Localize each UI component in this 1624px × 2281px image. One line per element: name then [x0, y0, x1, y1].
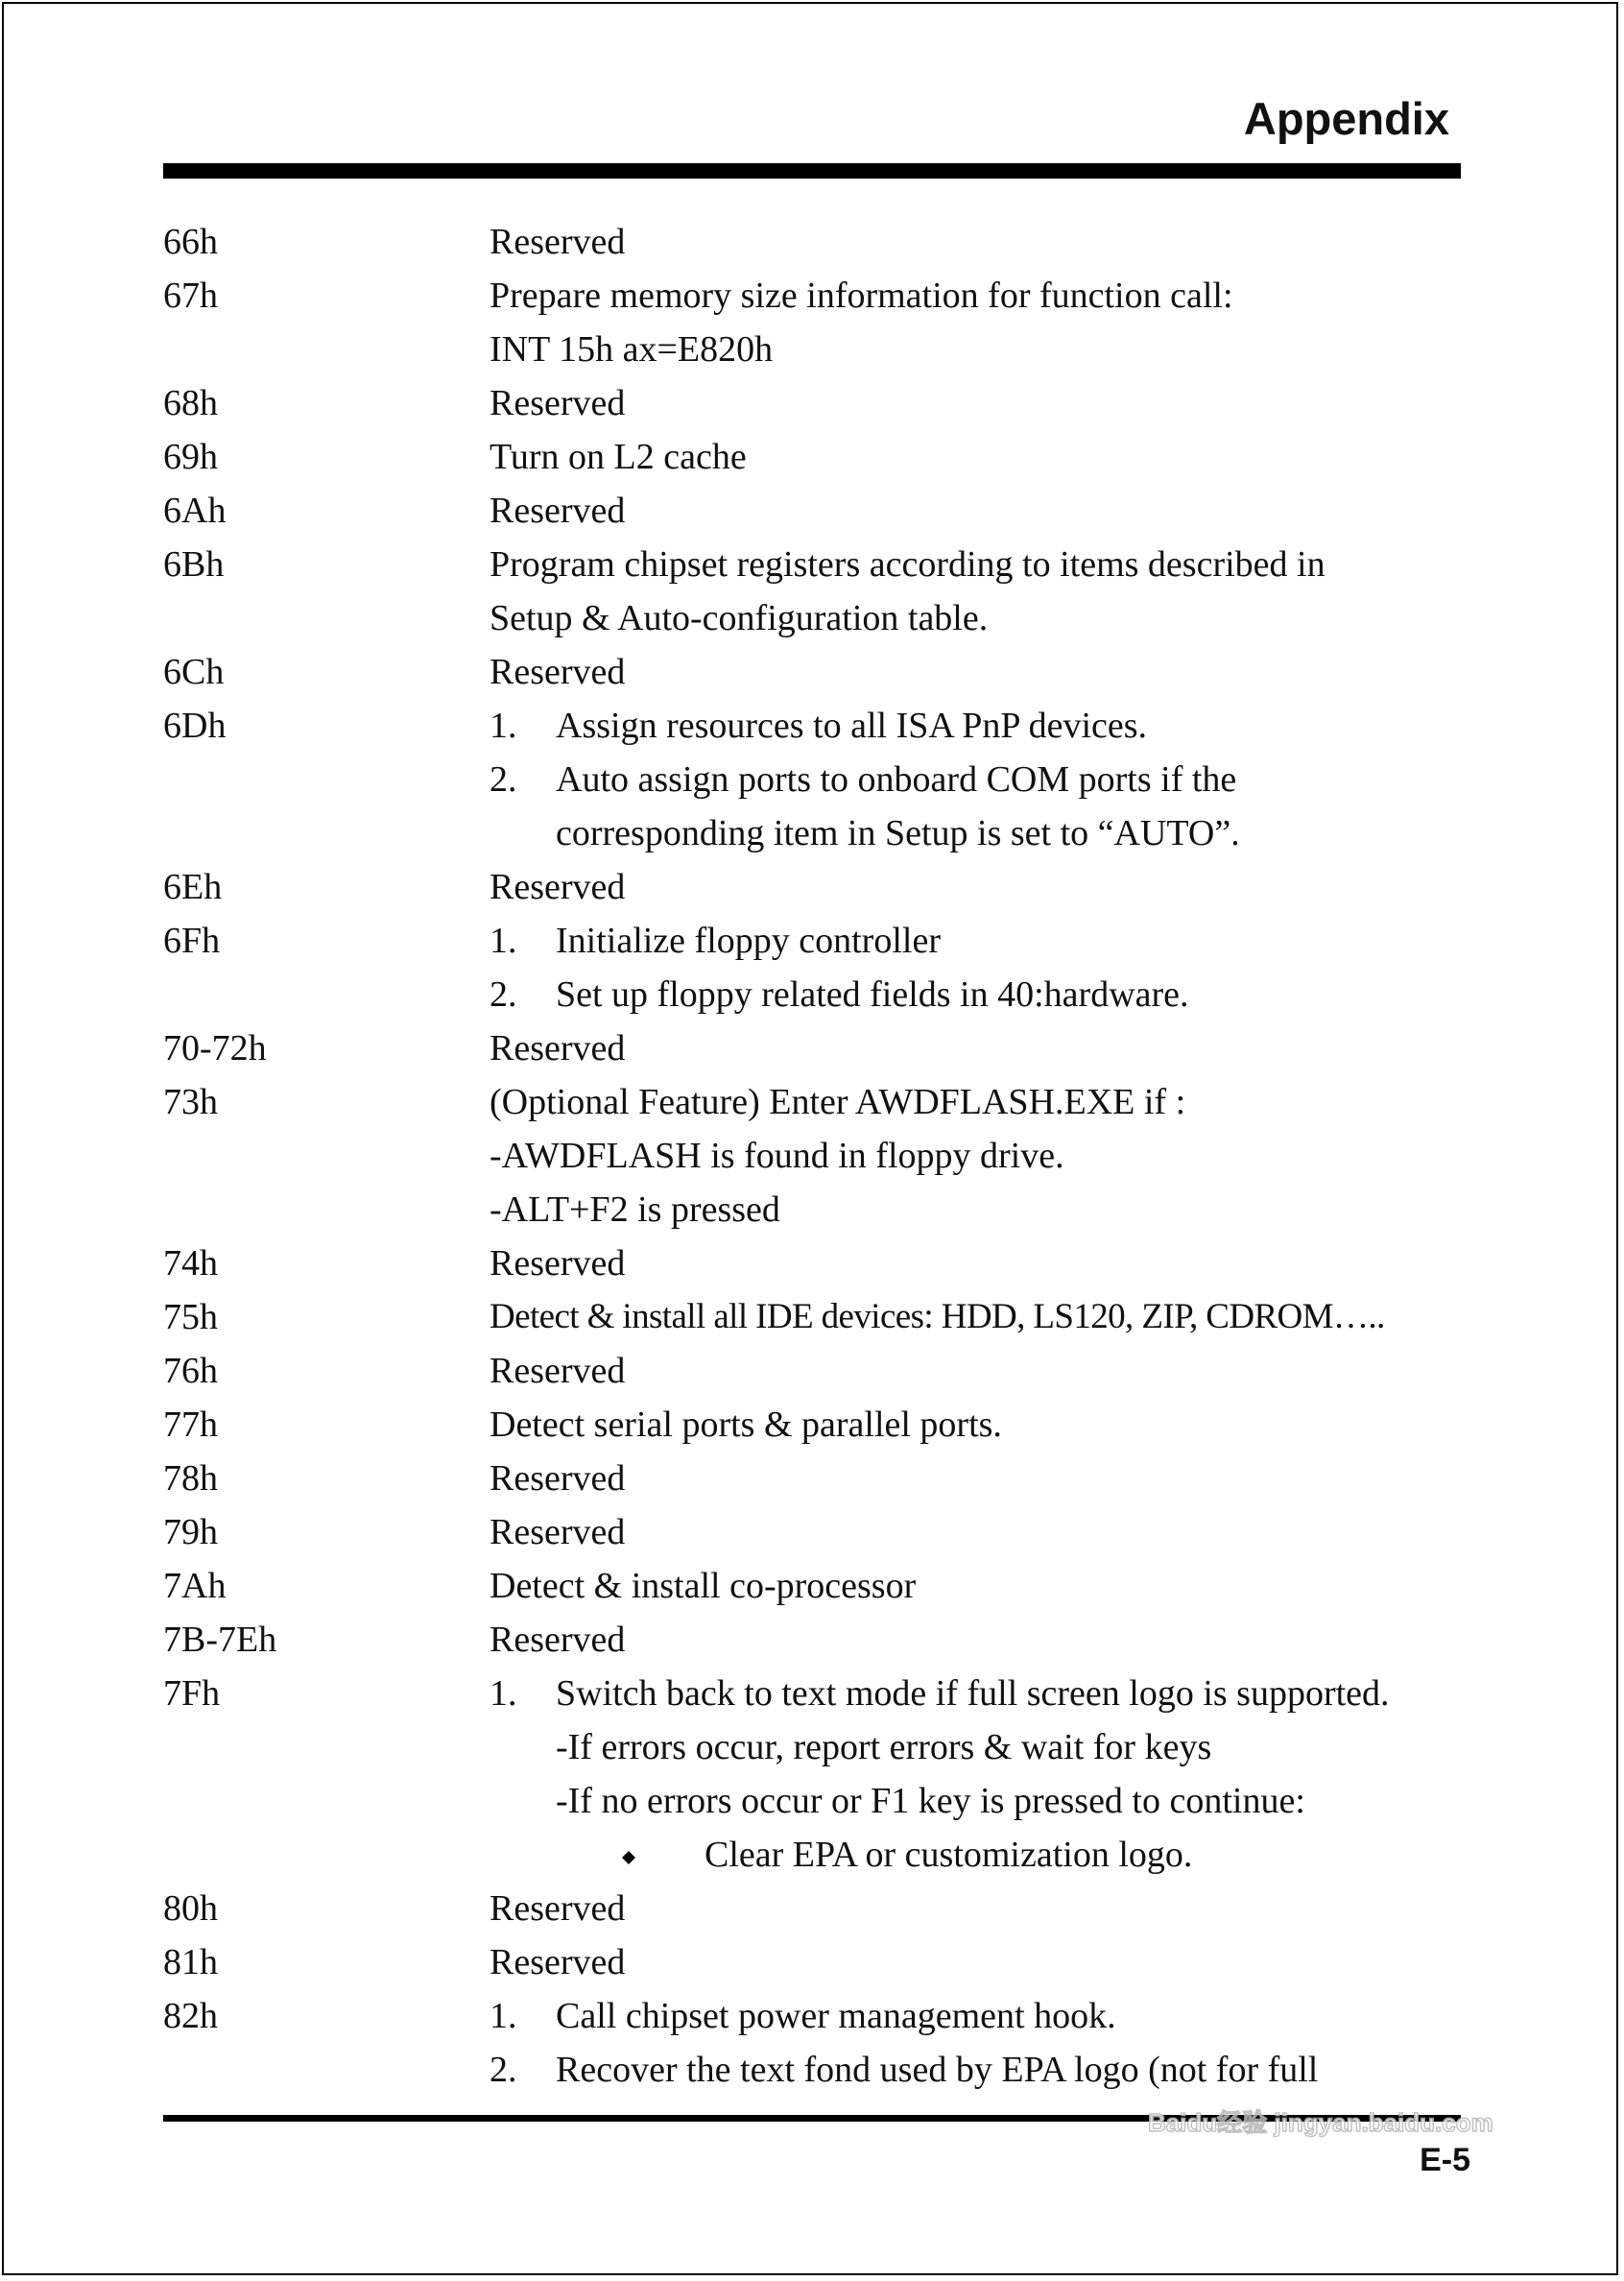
- post-description: [490, 914, 1469, 1021]
- line-text: (Optional Feature) Enter AWDFLASH.EXE if :: [490, 1082, 1186, 1122]
- description-line: [490, 860, 1469, 914]
- line-text: Reserved: [490, 867, 626, 907]
- description-line: [490, 806, 1469, 860]
- page-header-title: Appendix: [1243, 93, 1449, 144]
- table-row: [163, 376, 1469, 430]
- description-line: [490, 1559, 1469, 1613]
- post-code: 70-72h: [163, 1028, 267, 1068]
- description-line: [490, 1021, 1469, 1075]
- post-description: [490, 860, 1469, 914]
- description-line: [490, 484, 1469, 538]
- description-line: [490, 1237, 1469, 1290]
- line-text: Reserved: [490, 1028, 626, 1068]
- post-code: 81h: [163, 1942, 218, 1982]
- table-row: [163, 430, 1469, 484]
- post-description: [490, 1290, 1469, 1344]
- table-row: [163, 538, 1469, 645]
- post-description: [490, 1613, 1469, 1667]
- line-text: Setup & Auto-configuration table.: [490, 598, 989, 638]
- description-line: [490, 591, 1469, 645]
- table-row: [163, 860, 1469, 914]
- line-text: Reserved: [490, 383, 626, 423]
- line-text: Detect & install all IDE devices: HDD, LS120, ZIP, CDROM…..: [490, 1297, 1385, 1336]
- description-line: [490, 1774, 1469, 1828]
- post-description: [490, 1398, 1469, 1452]
- watermark-text: Baidu经验 jingyan.baidu.com: [1148, 2108, 1493, 2137]
- diamond-bullet-icon: [556, 1828, 705, 1882]
- list-number: 2.: [490, 2050, 517, 2090]
- description-line: [490, 269, 1469, 323]
- description-line: [490, 538, 1469, 591]
- line-text: Detect serial ports & parallel ports.: [490, 1405, 1002, 1445]
- description-line: [490, 1452, 1469, 1505]
- post-code: 82h: [163, 1996, 218, 2036]
- post-description: [490, 699, 1469, 860]
- description-line: [490, 376, 1469, 430]
- line-text: Prepare memory size information for function call:: [490, 276, 1233, 316]
- post-description: [490, 484, 1469, 538]
- line-text: Reserved: [490, 1458, 626, 1499]
- line-text: Call chipset power management hook.: [556, 1996, 1116, 2036]
- description-line: [490, 1290, 1469, 1344]
- table-row: [163, 1452, 1469, 1505]
- line-text: Reserved: [490, 1942, 626, 1982]
- description-line: [490, 968, 1469, 1021]
- list-number: 1.: [490, 1673, 517, 1714]
- post-code: 6Dh: [163, 706, 227, 746]
- post-code: 75h: [163, 1297, 218, 1337]
- post-code: 74h: [163, 1243, 218, 1284]
- post-code: 7Ah: [163, 1566, 227, 1606]
- post-description: [490, 1935, 1469, 1989]
- description-line: [490, 645, 1469, 699]
- description-line: [490, 1828, 1469, 1882]
- line-text: -ALT+F2 is pressed: [490, 1189, 780, 1230]
- description-line: [490, 1667, 1469, 1720]
- post-code: 69h: [163, 437, 218, 477]
- line-text: Reserved: [490, 222, 626, 262]
- line-text: corresponding item in Setup is set to “AUTO”.: [556, 813, 1240, 853]
- line-text: Program chipset registers according to items described in: [490, 544, 1325, 585]
- description-line: [490, 1613, 1469, 1667]
- line-text: Turn on L2 cache: [490, 437, 747, 477]
- description-line: [490, 1075, 1469, 1129]
- post-description: [490, 645, 1469, 699]
- description-line: [490, 1882, 1469, 1935]
- table-row: [163, 484, 1469, 538]
- description-line: [490, 753, 1469, 806]
- line-text: -AWDFLASH is found in floppy drive.: [490, 1136, 1064, 1176]
- line-text: Reserved: [490, 1888, 626, 1929]
- line-text: Reserved: [490, 1512, 626, 1552]
- post-description: [490, 1075, 1469, 1237]
- post-description: [490, 376, 1469, 430]
- table-row: [163, 1290, 1469, 1344]
- line-text: INT 15h ax=E820h: [490, 329, 774, 370]
- post-description: [490, 1559, 1469, 1613]
- description-line: [490, 430, 1469, 484]
- line-text: Switch back to text mode if full screen logo is supported.: [556, 1673, 1390, 1714]
- table-row: [163, 914, 1469, 1021]
- post-code: 76h: [163, 1351, 218, 1391]
- table-row: [163, 215, 1469, 269]
- post-code: 78h: [163, 1458, 218, 1499]
- post-code: 6Ch: [163, 652, 225, 692]
- line-text: Clear EPA or customization logo.: [705, 1835, 1193, 1875]
- line-text: Reserved: [490, 1243, 626, 1284]
- list-number: 2.: [490, 974, 517, 1015]
- post-code: 6Ah: [163, 491, 227, 531]
- description-line: [490, 323, 1469, 376]
- table-row: [163, 1559, 1469, 1613]
- description-line: [490, 1344, 1469, 1398]
- page-number: E-5: [1420, 2142, 1470, 2178]
- list-number: 1.: [490, 706, 517, 746]
- post-description: [490, 1452, 1469, 1505]
- description-line: [490, 215, 1469, 269]
- description-line: [490, 914, 1469, 968]
- post-code: 6Fh: [163, 921, 221, 961]
- list-number: 2.: [490, 759, 517, 800]
- table-row: [163, 1021, 1469, 1075]
- table-row: [163, 1882, 1469, 1935]
- line-text: Initialize floppy controller: [556, 921, 941, 961]
- line-text: Reserved: [490, 1351, 626, 1391]
- post-code: 66h: [163, 222, 218, 262]
- table-row: [163, 1935, 1469, 1989]
- post-code: 7B-7Eh: [163, 1620, 277, 1660]
- post-description: [490, 1667, 1469, 1882]
- post-code: 68h: [163, 383, 218, 423]
- description-line: [490, 1505, 1469, 1559]
- line-text: Auto assign ports to onboard COM ports if the: [556, 759, 1237, 800]
- description-line: [490, 1398, 1469, 1452]
- post-description: [490, 269, 1469, 376]
- baidu-jingyan-watermark: [1148, 2064, 1532, 2237]
- table-row: [163, 1613, 1469, 1667]
- post-code: 73h: [163, 1082, 218, 1122]
- post-code: 6Bh: [163, 544, 225, 585]
- table-row: [163, 1398, 1469, 1452]
- table-row: [163, 699, 1469, 860]
- line-text: Set up floppy related fields in 40:hardware.: [556, 974, 1189, 1015]
- table-row: [163, 1344, 1469, 1398]
- header-rule: [163, 163, 1461, 179]
- post-description: [490, 1021, 1469, 1075]
- post-description: [490, 1344, 1469, 1398]
- description-line: [490, 1183, 1469, 1237]
- table-row: [163, 1505, 1469, 1559]
- description-line: [490, 1720, 1469, 1774]
- table-row: [163, 269, 1469, 376]
- table-row: [163, 1075, 1469, 1237]
- description-line: [490, 699, 1469, 753]
- table-row: [163, 1237, 1469, 1290]
- line-text: Detect & install co-processor: [490, 1566, 917, 1606]
- description-line: [490, 1935, 1469, 1989]
- post-description: [490, 430, 1469, 484]
- post-code: 77h: [163, 1405, 218, 1445]
- post-description: [490, 1505, 1469, 1559]
- table-row: [163, 1667, 1469, 1882]
- post-description: [490, 538, 1469, 645]
- post-code: 67h: [163, 276, 218, 316]
- post-description: [490, 215, 1469, 269]
- post-code: 7Fh: [163, 1673, 221, 1714]
- list-number: 1.: [490, 921, 517, 961]
- table-row: [163, 645, 1469, 699]
- line-text: Assign resources to all ISA PnP devices.: [556, 706, 1148, 746]
- post-code-table: [163, 215, 1469, 2097]
- line-text: Reserved: [490, 491, 626, 531]
- post-description: [490, 1882, 1469, 1935]
- line-text: Reserved: [490, 1620, 626, 1660]
- post-description: [490, 1237, 1469, 1290]
- post-code: 80h: [163, 1888, 218, 1929]
- post-code: 6Eh: [163, 867, 223, 907]
- post-code: 79h: [163, 1512, 218, 1552]
- line-text: Recover the text fond used by EPA logo (not for full: [556, 2050, 1319, 2090]
- description-line: [490, 1989, 1469, 2043]
- list-number: 1.: [490, 1996, 517, 2036]
- line-text: Reserved: [490, 652, 626, 692]
- line-text: -If errors occur, report errors & wait for keys: [556, 1727, 1212, 1767]
- description-line: [490, 1129, 1469, 1183]
- line-text: -If no errors occur or F1 key is pressed to continue:: [556, 1781, 1305, 1821]
